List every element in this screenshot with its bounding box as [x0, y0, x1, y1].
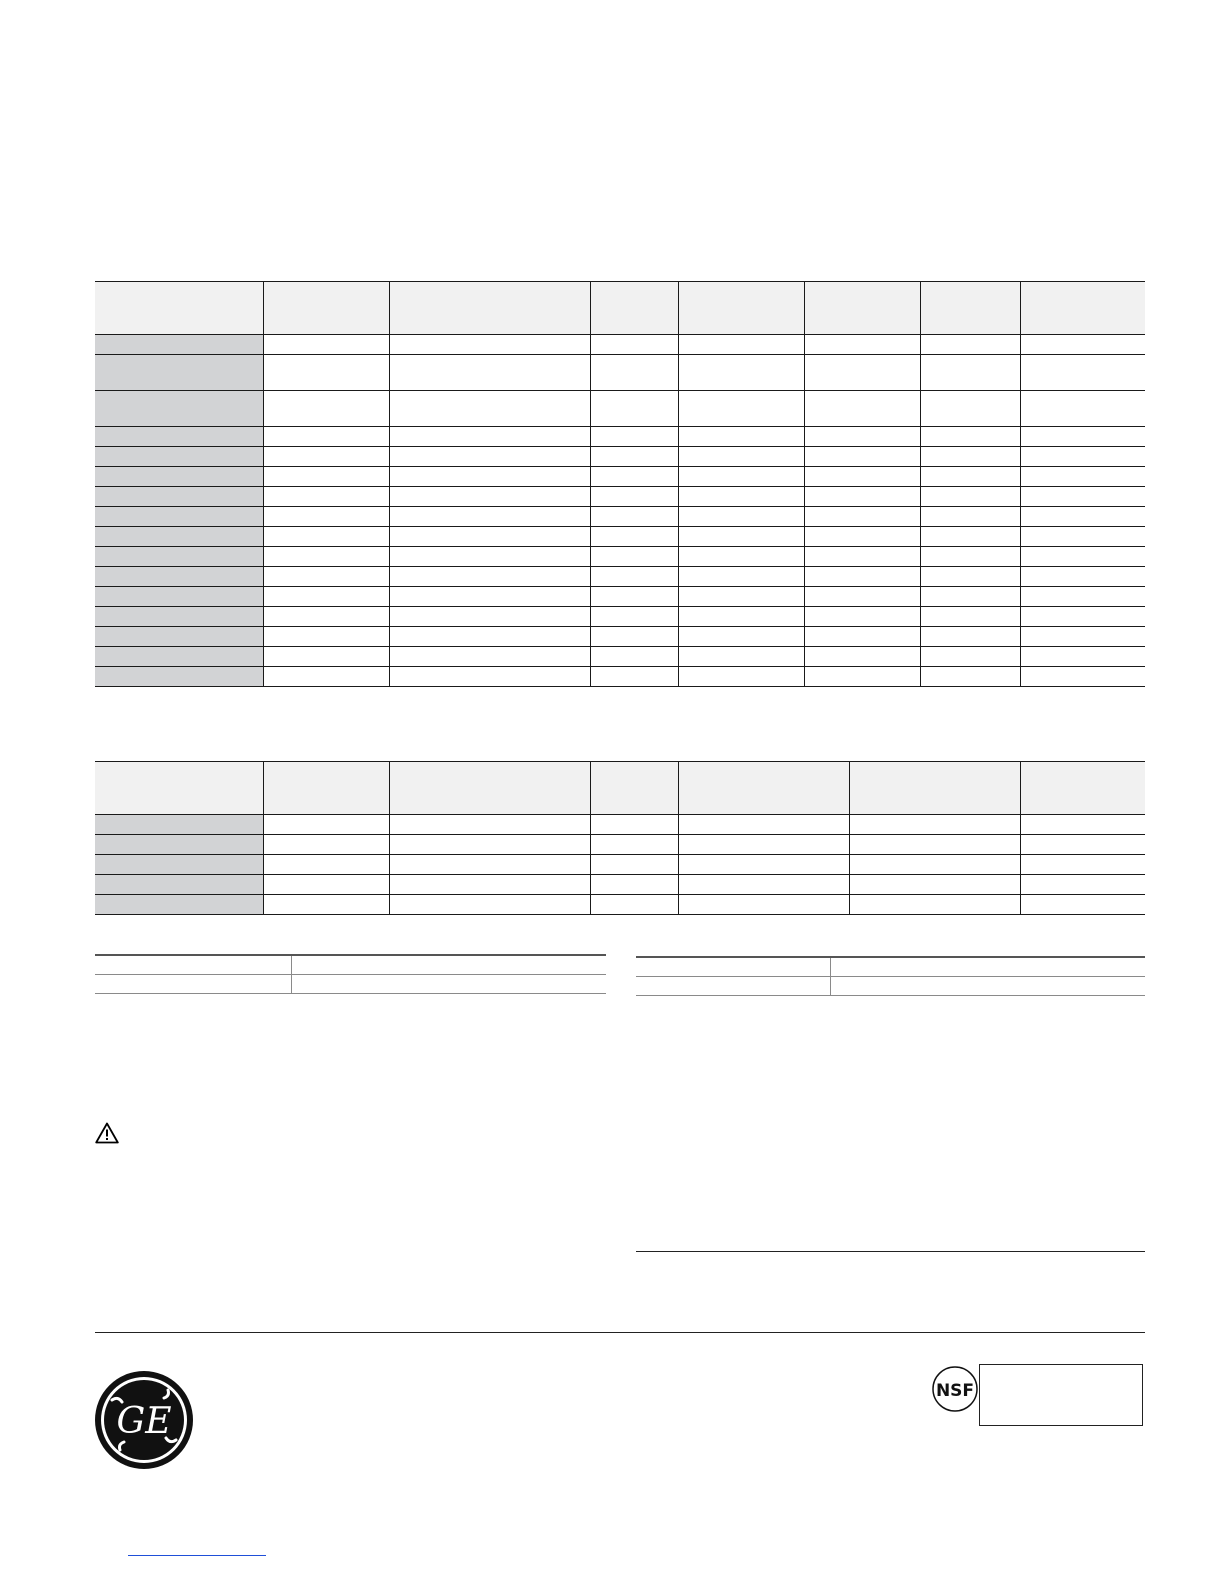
table-header-row [95, 762, 1145, 815]
certification-box [979, 1364, 1143, 1426]
nsf-logo [932, 1366, 978, 1412]
table-row [95, 335, 1145, 355]
table-row [95, 855, 1145, 875]
table-row [95, 547, 1145, 567]
table-row [95, 975, 606, 994]
table-row [95, 895, 1145, 915]
table-row [95, 627, 1145, 647]
header-cell [389, 282, 590, 335]
header-cell [590, 282, 678, 335]
logo-text: GE [116, 1401, 172, 1442]
header-cell [1020, 282, 1145, 335]
ge-monogram-logo [94, 1370, 194, 1470]
header-cell [590, 762, 678, 815]
header-cell [920, 282, 1020, 335]
warning-triangle-icon [95, 1122, 119, 1144]
table-row [95, 447, 1145, 467]
header-cell [1020, 762, 1145, 815]
table-row [95, 427, 1145, 447]
table-row [636, 977, 1145, 996]
header-cell [678, 282, 804, 335]
header-cell [95, 762, 263, 815]
spec-table-1 [95, 281, 1145, 687]
footer-divider [95, 1332, 1145, 1333]
nsf-logo-text: NSF [935, 1381, 975, 1401]
table-row [95, 467, 1145, 487]
table-row [95, 667, 1145, 687]
table-row [95, 567, 1145, 587]
right-column-divider [636, 1251, 1145, 1252]
table-row [95, 587, 1145, 607]
table-row [95, 647, 1145, 667]
header-cell [95, 282, 263, 335]
table-row [636, 957, 1145, 977]
table-row [95, 835, 1145, 855]
header-cell [849, 762, 1020, 815]
table-row [95, 527, 1145, 547]
table-header-row [95, 282, 1145, 335]
spec-table-2 [95, 761, 1145, 915]
right-info-table [636, 956, 1145, 996]
table-row [95, 875, 1145, 895]
web-link[interactable] [128, 1555, 266, 1556]
header-cell [263, 762, 389, 815]
header-cell [678, 762, 849, 815]
table-row [95, 607, 1145, 627]
header-cell [263, 282, 389, 335]
left-info-table [95, 954, 606, 994]
table-row [95, 815, 1145, 835]
header-cell [389, 762, 590, 815]
table-row [95, 955, 606, 975]
table-row [95, 507, 1145, 527]
table-row [95, 487, 1145, 507]
table-row [95, 355, 1145, 391]
header-cell [804, 282, 920, 335]
table-row [95, 391, 1145, 427]
